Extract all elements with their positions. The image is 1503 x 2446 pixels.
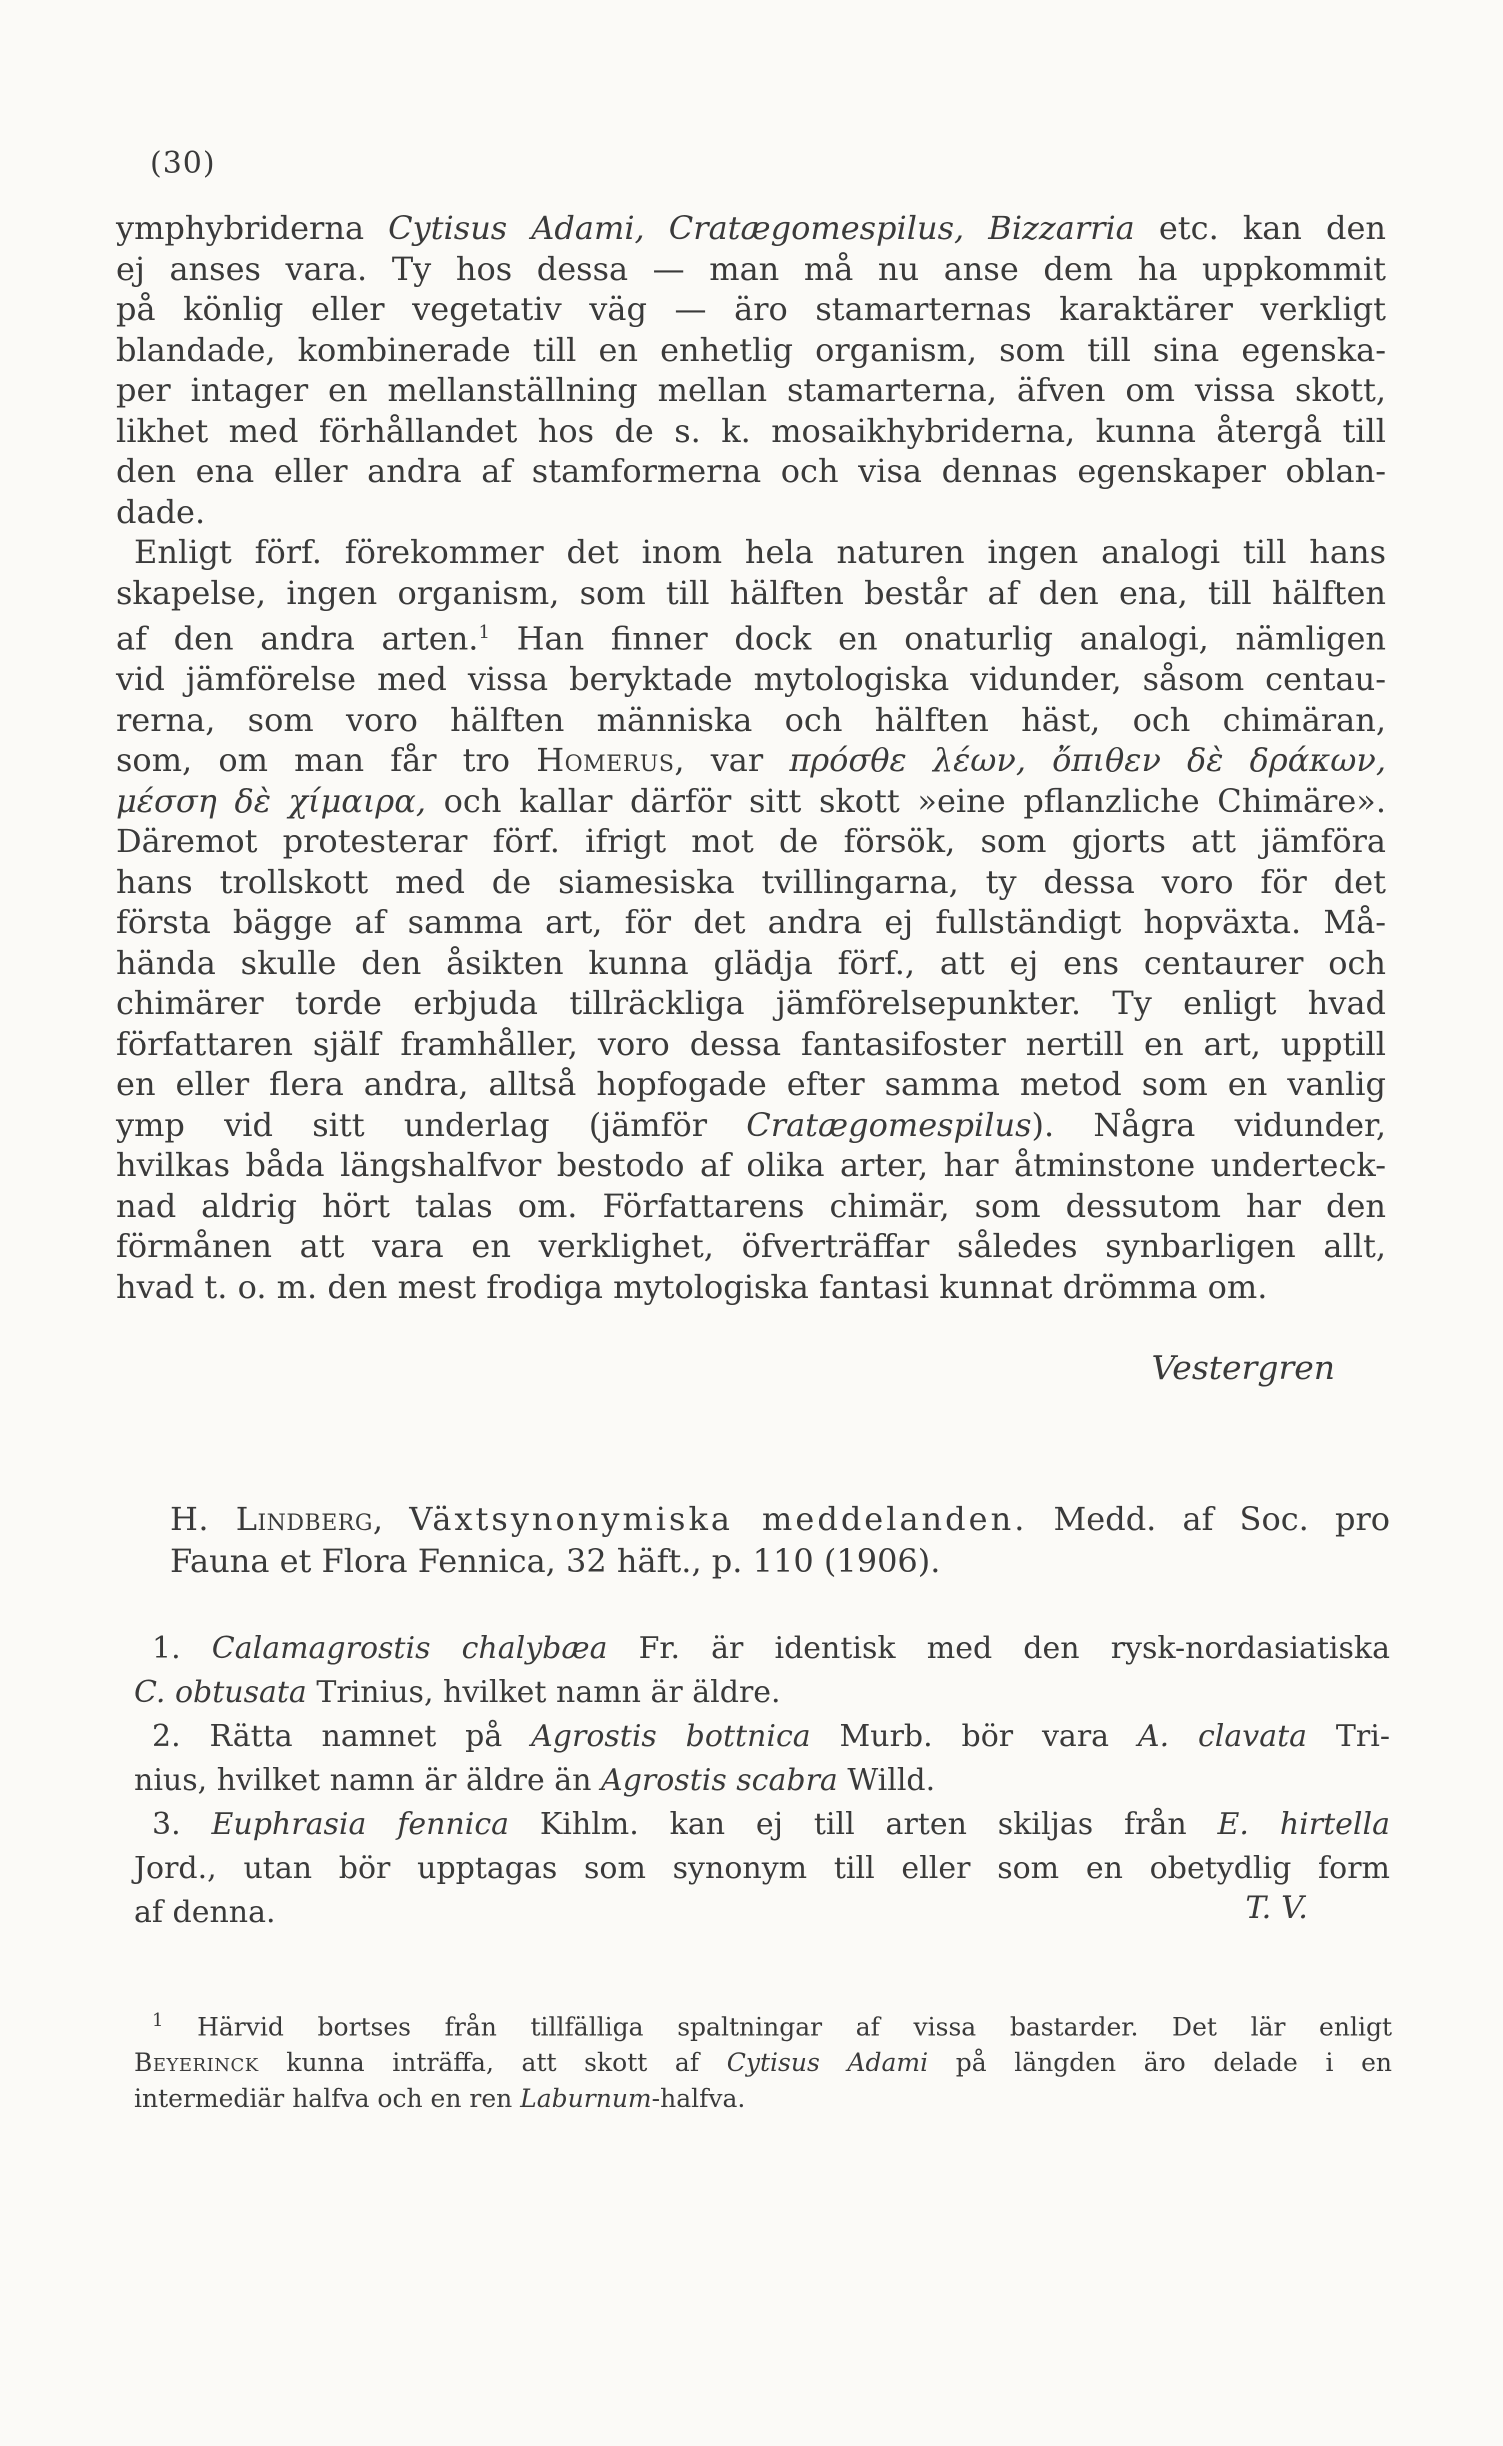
page-number: (30) bbox=[150, 146, 216, 181]
text-segment: hända skulle den åsikten kunna glädja förf., att ej ens centaurer och bbox=[116, 943, 1386, 982]
text-segment: 1 bbox=[478, 622, 490, 643]
text-segment: Calamagrostis chalybæa bbox=[211, 1631, 608, 1666]
text-segment: Agrostis scabra bbox=[601, 1763, 838, 1798]
text-segment: H. Lindberg bbox=[170, 1500, 373, 1538]
text-line bbox=[116, 532, 1386, 573]
text-segment: på könlig eller vegetativ väg — äro stamarternas karaktärer verkligt bbox=[116, 290, 1386, 328]
text-segment: ymp vid sitt underlag (jämför bbox=[116, 1105, 747, 1144]
text-segment: 1 bbox=[152, 2010, 164, 2031]
review-citation bbox=[170, 1498, 1390, 1582]
text-line bbox=[116, 740, 1386, 781]
text-line bbox=[116, 330, 1386, 371]
text-line bbox=[170, 1540, 1390, 1582]
text-line bbox=[116, 451, 1386, 492]
text-segment: 1. bbox=[152, 1631, 212, 1666]
text-line bbox=[116, 902, 1386, 943]
text-line bbox=[116, 821, 1386, 862]
text-line bbox=[116, 411, 1386, 452]
text-segment: ymphybriderna bbox=[116, 209, 389, 247]
text-line bbox=[116, 1145, 1386, 1186]
text-segment: E. hirtella bbox=[1217, 1807, 1390, 1842]
text-segment: dade. bbox=[116, 492, 206, 531]
text-line bbox=[116, 1064, 1386, 1105]
text-line bbox=[116, 1186, 1386, 1227]
text-segment: hvilkas båda längshalfvor bestodo af olika arter, har åtminstone underteck- bbox=[116, 1146, 1386, 1185]
text-segment: Enligt förf. förekommer det inom hela naturen ingen analogi till hans bbox=[134, 533, 1386, 571]
text-line bbox=[116, 573, 1386, 614]
text-line bbox=[134, 2081, 1392, 2117]
text-segment: Tri- bbox=[1307, 1719, 1390, 1754]
signature-vestergren: Vestergren bbox=[1151, 1348, 1335, 1387]
text-segment: Han finner dock en onaturlig analogi, nämligen bbox=[489, 619, 1387, 658]
text-segment: hans trollskott med de siamesiska tvillingarna, ty dessa voro för det bbox=[116, 862, 1386, 901]
text-line bbox=[116, 943, 1386, 984]
text-line bbox=[116, 370, 1386, 411]
text-line bbox=[116, 289, 1386, 330]
text-segment: författaren själf framhåller, voro dessa fantasifoster nertill en art, upptill bbox=[116, 1024, 1386, 1063]
text-segment: förmånen att vara en verklighet, öfverträffar således synbarligen allt, bbox=[116, 1227, 1386, 1266]
text-segment: Cratægomespilus bbox=[746, 1105, 1032, 1144]
text-line bbox=[134, 1715, 1390, 1759]
text-segment: , bbox=[372, 1500, 410, 1538]
text-segment: C. obtusata bbox=[134, 1675, 307, 1710]
text-segment: Murb. bör vara bbox=[810, 1719, 1138, 1754]
text-segment: Cytisus Adami bbox=[726, 2048, 929, 2078]
text-segment: vid jämförelse med vissa beryktade mytologiska vidunder, såsom centau- bbox=[116, 660, 1386, 699]
text-segment: hvad t. o. m. den mest frodiga mytologiska fantasi kunnat drömma om. bbox=[116, 1267, 1268, 1306]
text-segment: kunna inträffa, att skott af bbox=[258, 2048, 727, 2078]
text-segment: per intager en mellanställning mellan stamarterna, äfven om vissa skott, bbox=[116, 371, 1386, 409]
text-line bbox=[134, 1891, 1390, 1935]
text-segment: Laburnum bbox=[520, 2084, 652, 2114]
text-line bbox=[134, 2003, 1392, 2045]
text-segment: nius, hvilket namn är äldre än bbox=[134, 1763, 602, 1798]
text-line bbox=[116, 1024, 1386, 1065]
text-segment: Willd. bbox=[837, 1763, 936, 1798]
text-line bbox=[116, 862, 1386, 903]
text-segment: första bägge af samma art, för det andra ej fullständigt hopväxta. Må- bbox=[116, 903, 1386, 942]
text-segment: nad aldrig hört talas om. Författarens chimär, som dessutom har den bbox=[116, 1186, 1386, 1225]
text-segment: rerna, som voro hälften människa och hälften häst, och chimäran, bbox=[116, 700, 1386, 739]
text-segment: ). Några vidunder, bbox=[1031, 1105, 1387, 1144]
text-segment: Fr. är identisk med den rysk-nordasiatiska bbox=[607, 1631, 1390, 1666]
text-line bbox=[116, 781, 1386, 822]
text-line bbox=[116, 613, 1386, 659]
text-line bbox=[134, 1627, 1390, 1671]
text-segment: Trinius, hvilket namn är äldre. bbox=[306, 1675, 781, 1710]
text-line bbox=[116, 700, 1386, 741]
text-segment: -halfva. bbox=[651, 2084, 746, 2114]
text-segment: likhet med förhållandet hos de s. k. mosaikhybriderna, kunna återgå till bbox=[116, 411, 1386, 450]
text-segment: Agrostis bottnica bbox=[531, 1719, 811, 1754]
text-segment: chimärer torde erbjuda tillräckliga jämförelsepunkter. Ty enligt hvad bbox=[116, 984, 1386, 1023]
text-segment: Däremot protesterar förf. ifrigt mot de försök, som gjorts att jämföra bbox=[116, 822, 1386, 861]
text-segment: Beyerinck bbox=[134, 2048, 259, 2078]
text-segment: , var bbox=[674, 741, 790, 780]
text-segment: Cytisus Adami, Cratægomespilus, Bizzarria bbox=[388, 209, 1135, 247]
footnote bbox=[134, 2003, 1392, 2117]
text-line bbox=[116, 983, 1386, 1024]
text-line bbox=[134, 1847, 1390, 1891]
text-segment: A. clavata bbox=[1137, 1719, 1308, 1754]
text-segment: på längden äro delade i en bbox=[928, 2048, 1392, 2078]
text-segment: Medd. af Soc. pro bbox=[1027, 1500, 1391, 1538]
text-segment: Fauna et Flora Fennica, 32 häft., p. 110 (1906). bbox=[170, 1542, 941, 1580]
text-line bbox=[116, 659, 1386, 700]
text-line bbox=[116, 249, 1386, 290]
numbered-notes bbox=[134, 1627, 1390, 1935]
text-segment: Växtsynonymiska meddelanden. bbox=[409, 1500, 1028, 1538]
text-segment: Homerus bbox=[536, 741, 675, 780]
text-segment: och kallar därför sitt skott »eine pflanzliche Chimäre». bbox=[426, 781, 1387, 820]
signature-tv: T. V. bbox=[1245, 1890, 1308, 1926]
text-line bbox=[116, 208, 1386, 249]
text-segment: som, om man får tro bbox=[116, 741, 537, 780]
text-line bbox=[116, 1105, 1386, 1146]
text-segment: ej anses vara. Ty hos dessa — man må nu anse dem ha uppkommit bbox=[116, 249, 1386, 288]
text-segment: 3. bbox=[152, 1807, 212, 1842]
text-segment: Euphrasia fennica bbox=[211, 1807, 510, 1842]
text-segment: en eller flera andra, alltså hopfogade efter samma metod som en vanlig bbox=[116, 1065, 1386, 1104]
review-body-text bbox=[116, 208, 1386, 1307]
text-line bbox=[134, 1671, 1390, 1715]
text-segment: skapelse, ingen organism, som till hälften består af den ena, till hälften bbox=[116, 573, 1386, 612]
text-segment: Jord., utan bör upptagas som synonym till eller som en obetydlig form bbox=[134, 1851, 1390, 1886]
text-line bbox=[116, 1267, 1386, 1308]
text-line bbox=[116, 492, 1386, 533]
text-segment: πρόσθε λέων, ὄπιθεν δὲ δράκων, bbox=[789, 741, 1386, 780]
text-line bbox=[170, 1498, 1390, 1540]
text-line bbox=[134, 1759, 1390, 1803]
text-segment: blandade, kombinerade till en enhetlig organism, som till sina egenska- bbox=[116, 330, 1386, 369]
text-segment: Härvid bortses från tillfälliga spaltningar af vissa bastarder. Det lär enligt bbox=[163, 2012, 1392, 2042]
text-segment: etc. kan den bbox=[1134, 209, 1387, 247]
text-line bbox=[134, 2045, 1392, 2081]
text-segment: Kihlm. kan ej till arten skiljas från bbox=[509, 1807, 1218, 1842]
text-segment: af den andra arten. bbox=[116, 619, 479, 658]
text-segment: intermediär halfva och en ren bbox=[134, 2084, 521, 2114]
text-segment: 2. Rätta namnet på bbox=[152, 1719, 532, 1754]
text-line bbox=[134, 1803, 1390, 1847]
text-line bbox=[116, 1226, 1386, 1267]
text-segment: den ena eller andra af stamformerna och visa dennas egenskaper oblan- bbox=[116, 452, 1386, 490]
text-segment: μέσση δὲ χίμαιρα, bbox=[116, 781, 427, 820]
text-segment: af denna. bbox=[134, 1895, 276, 1930]
